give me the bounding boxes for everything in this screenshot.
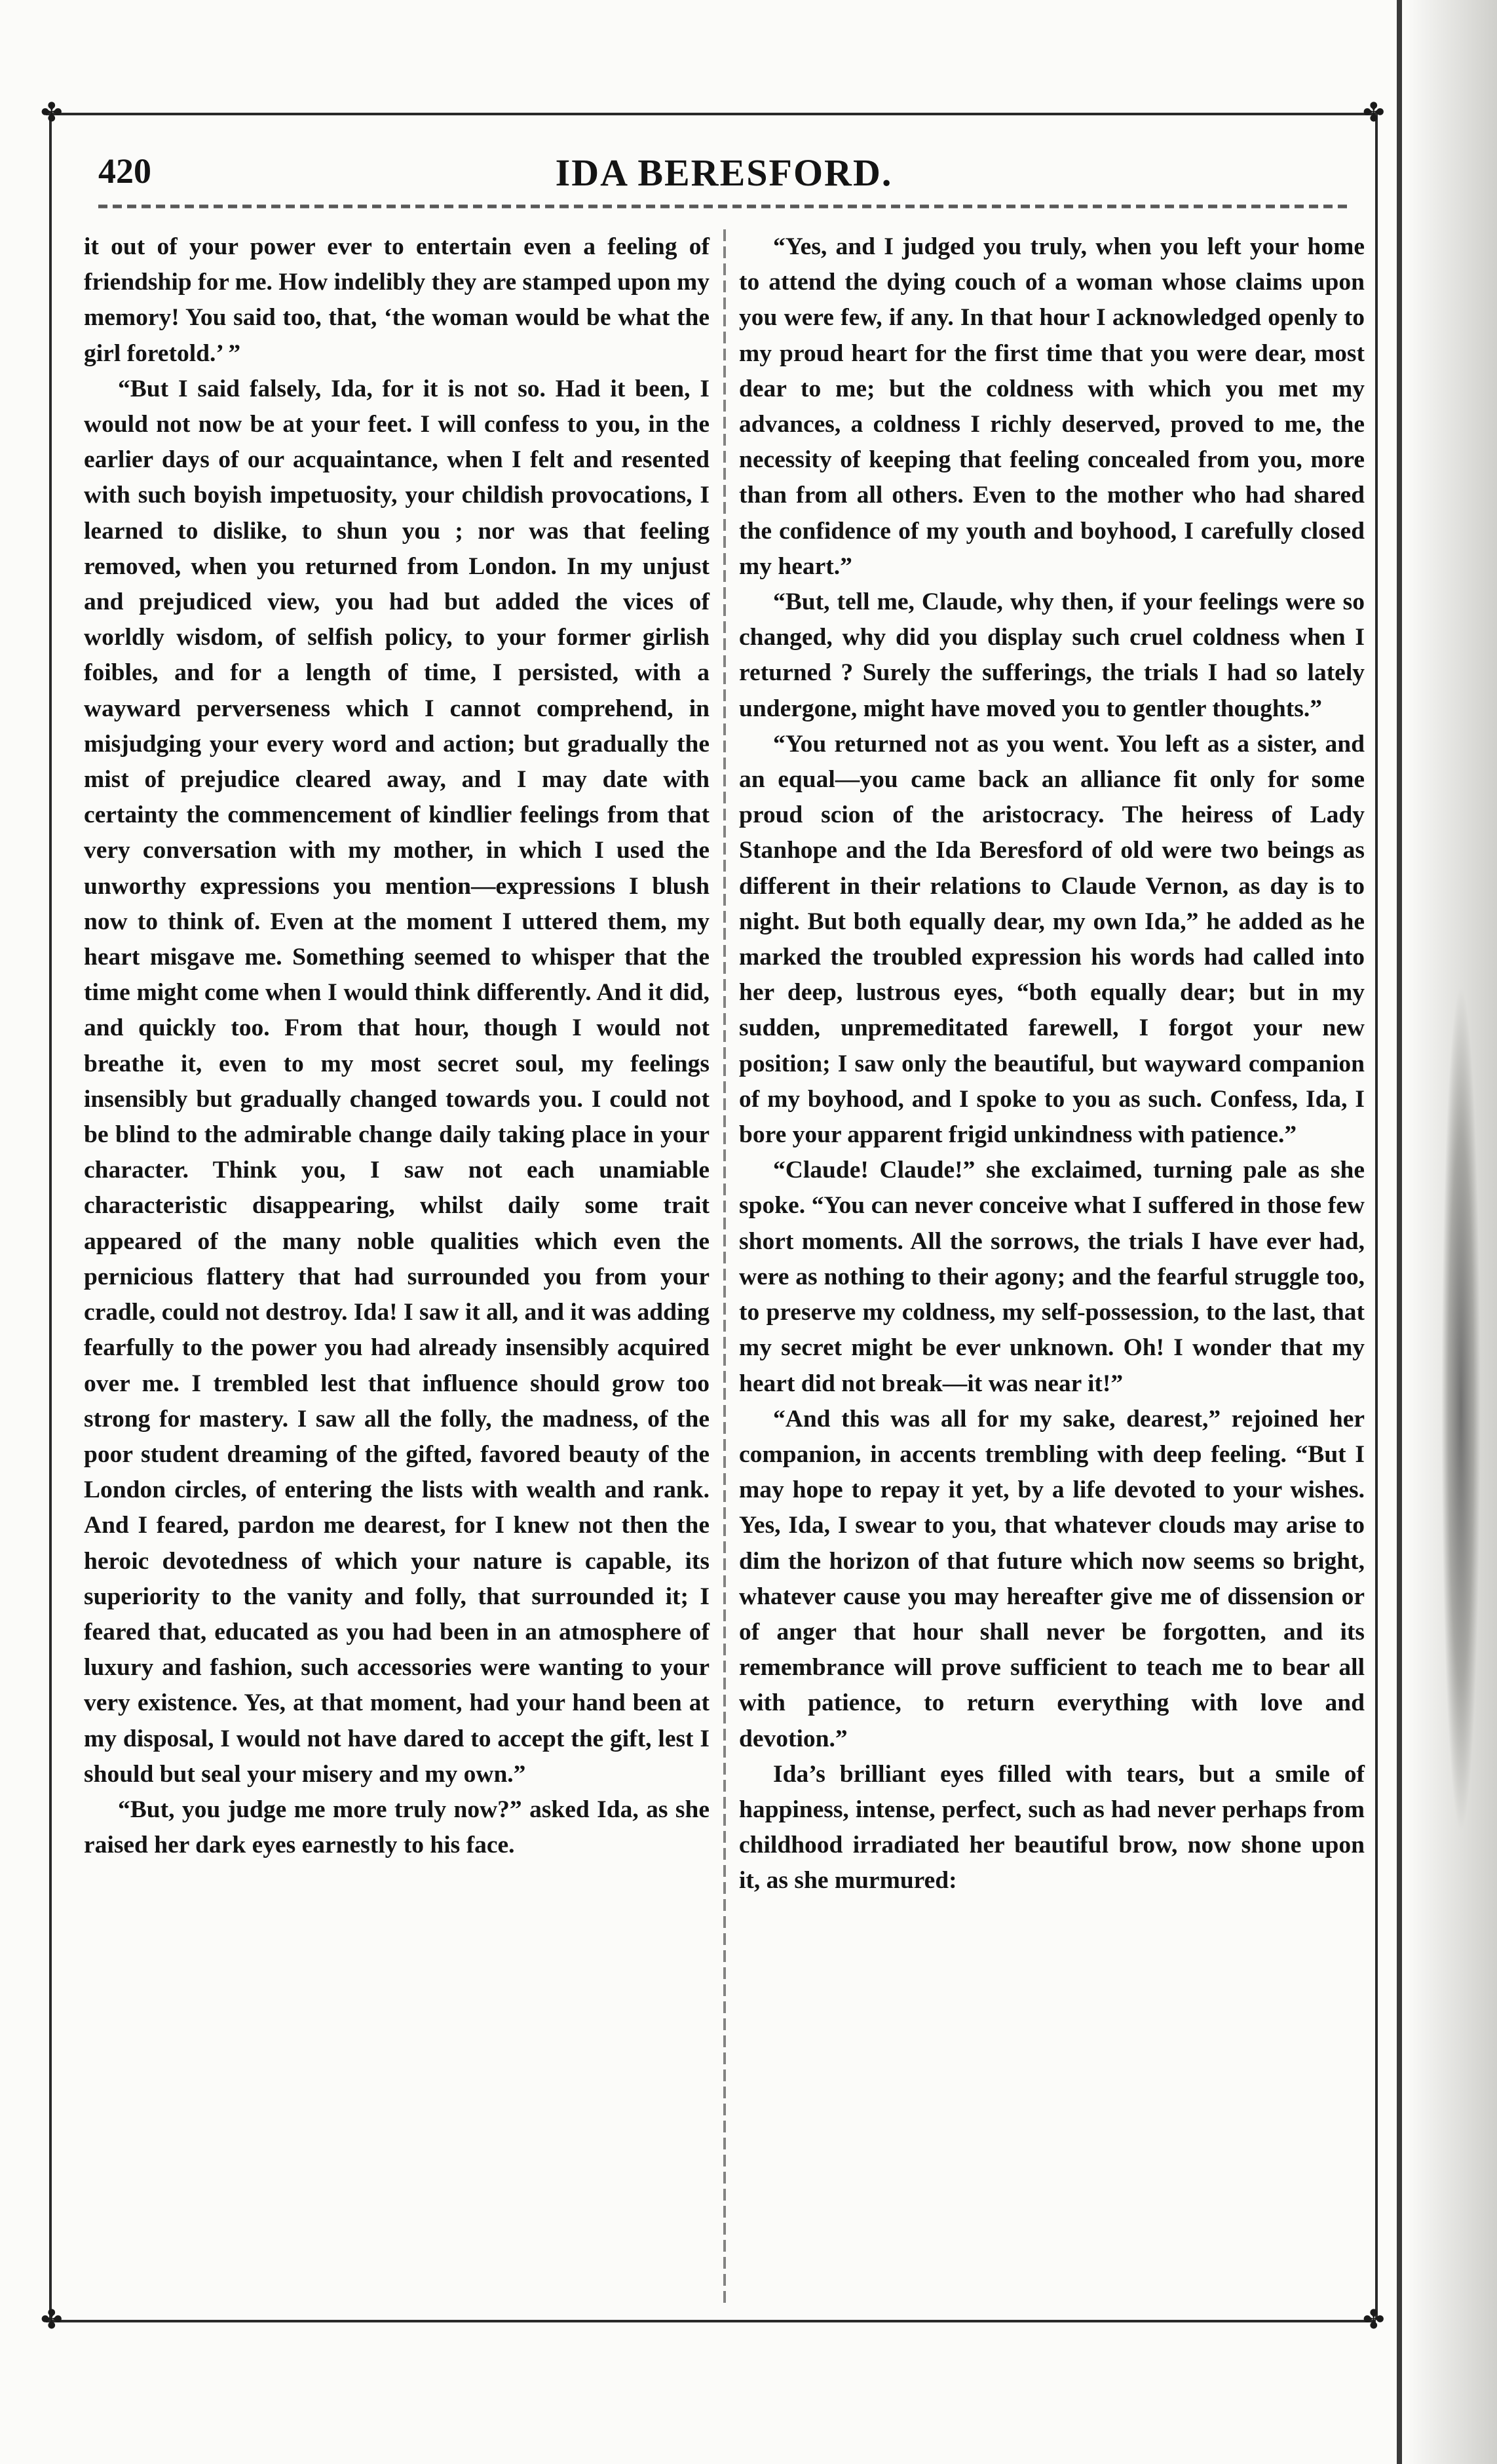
running-title: IDA BERESFORD. (555, 151, 893, 194)
bottom-border-rule (46, 2320, 1376, 2329)
top-border-rule (46, 113, 1376, 122)
page-header (98, 151, 1350, 197)
paragraph: “Yes, and I judged you truly, when you left your home to attend the dying couch of a woman whose claims upon you were few, if any. In that hour I acknowledged openly to my proud heart for the first time that you were dear, most dear to me; but the coldness with which you met my advances, a coldness I richly deserved, proved to me, the necessity of keeping that feeling concealed from you, more than from all others. Even to the mother who had shared the confidence of my youth and boyhood, I carefully closed my heart.” (739, 233, 1365, 580)
column-divider (723, 229, 726, 2307)
paragraph: “Claude! Claude!” she exclaimed, turning pale as she spoke. “You can never conceive what I suffered in those few short moments. All the sorrows, the trials I have ever had, were as nothing to their agony; and the fearful struggle too, to preserve my coldness, my self-possession, to the last, that my secret might be ever unknown. Oh! I wonder that my heart did not break—it was near it!” (739, 1157, 1365, 1397)
paragraph: “And this was all for my sake, dearest,” rejoined her companion, in accents trembling with deep feeling. “But I may hope to repay it yet, by a life devoted to your wishes. Yes, Ida, I swear to you, that whatever clouds may arise to dim the horizon of that future which now seems so bright, whatever cause you may hereafter give me of dissension or of anger that hour shall never be forgotten, and its remembrance will prove sufficient to teach me to bear all with patience, to return everything with love and devotion.” (739, 1405, 1365, 1752)
paragraph: “But, you judge me more truly now?” asked Ida, as she raised her dark eyes earnestly to his face. (84, 1796, 710, 1859)
page-edge-line (1397, 0, 1402, 2464)
paragraph: “You returned not as you went. You left as a sister, and an equal—you came back an alliance fit only for some proud scion of the aristocracy. The heiress of Lady Stanhope and the Ida Beresford of old were two beings as different in their relations to Claude Vernon, as day is to night. But both equally dear, my own Ida,” he added as he marked the troubled expression his words had called into her deep, lustrous eyes, “both equally dear; but in my sudden, unpremeditated farewell, I forgot your new position; I saw only the beautiful, but wayward companion of my boyhood, and I spoke to you as such. Confess, Ida, I bore your apparent frigid unkindness with patience.” (739, 730, 1365, 1149)
paragraph: Ida’s brilliant eyes filled with tears, but a smile of happiness, intense, perfect, such as had never perhaps from childhood irradiated her beautiful brow, now shone upon it, as she murmured: (739, 1760, 1365, 1895)
corner-ornament-icon: ✤ (41, 2305, 63, 2335)
left-column (84, 229, 710, 2307)
corner-ornament-icon: ✤ (1363, 2305, 1385, 2335)
paragraph: “But I said falsely, Ida, for it is not so. Had it been, I would not now be at your feet. I will confess to you, in the earlier days of our acquaintance, when I felt and resented with such boyish impetuosity, your childish provocations, I learned to dislike, to shun you ; nor was that feeling removed, when you returned from London. In my unjust and prejudiced view, you had but added the vices of worldly wisdom, of selfish policy, to your former girlish foibles, and for a length of time, I persisted, with a wayward perverseness which I cannot comprehend, in misjudging your every word and action; but gradually the mist of prejudice cleared away, and I may date with certainty the commencement of kindlier feelings from that very conversation with my mother, in which I used the unworthy expressions you mention—expressions I blush now to think of. Even at the moment I uttered them, my heart misgave me. Something seemed to whisper that the time might come when I would think differently. And it did, and quickly too. From that hour, though I would not breathe it, even to my most secret soul, my feelings insensibly but gradually changed towards you. I could not be blind to the admirable change daily taking place in your character. Think you, I saw not each unamiable characteristic disappearing, whilst daily some trait appeared of the many noble qualities which even the pernicious flattery that had surrounded you from your cradle, could not destroy. Ida! I saw it all, and it was adding fearfully to the power you had already insensibly acquired over me. I trembled lest that influence should grow too strong for mastery. I saw all the folly, the madness, of the poor student dreaming of the gifted, favored beauty of the London circles, of entering the lists with wealth and rank. And I feared, pardon me dearest, for I knew not then the heroic devotedness of which your nature is capable, its superiority to the vanity and folly, that surrounded it; I feared that, educated as you had been in an atmosphere of luxury and fashion, such accessories were wanting to your very existence. Yes, at that moment, had your hand been at my disposal, I would not have dared to accept the gift, lest I should but seal your misery and my own.” (84, 375, 710, 1788)
paragraph: it out of your power ever to entertain even a feeling of friendship for me. How indelibly they are stamped upon my memory! You said too, that, ‘the woman would be what the girl foretold.’ ” (84, 233, 710, 367)
page-number: 420 (98, 151, 151, 191)
right-column (739, 229, 1365, 2307)
paragraph: “But, tell me, Claude, why then, if your feelings were so changed, why did you display such cruel coldness when I returned ? Surely the sufferings, the trials I had so lately undergone, might have moved you to gentler thoughts.” (739, 588, 1365, 722)
corner-ornament-icon: ✤ (41, 98, 63, 128)
corner-ornament-icon: ✤ (1363, 98, 1385, 128)
binding-shadow (1441, 983, 1481, 1835)
